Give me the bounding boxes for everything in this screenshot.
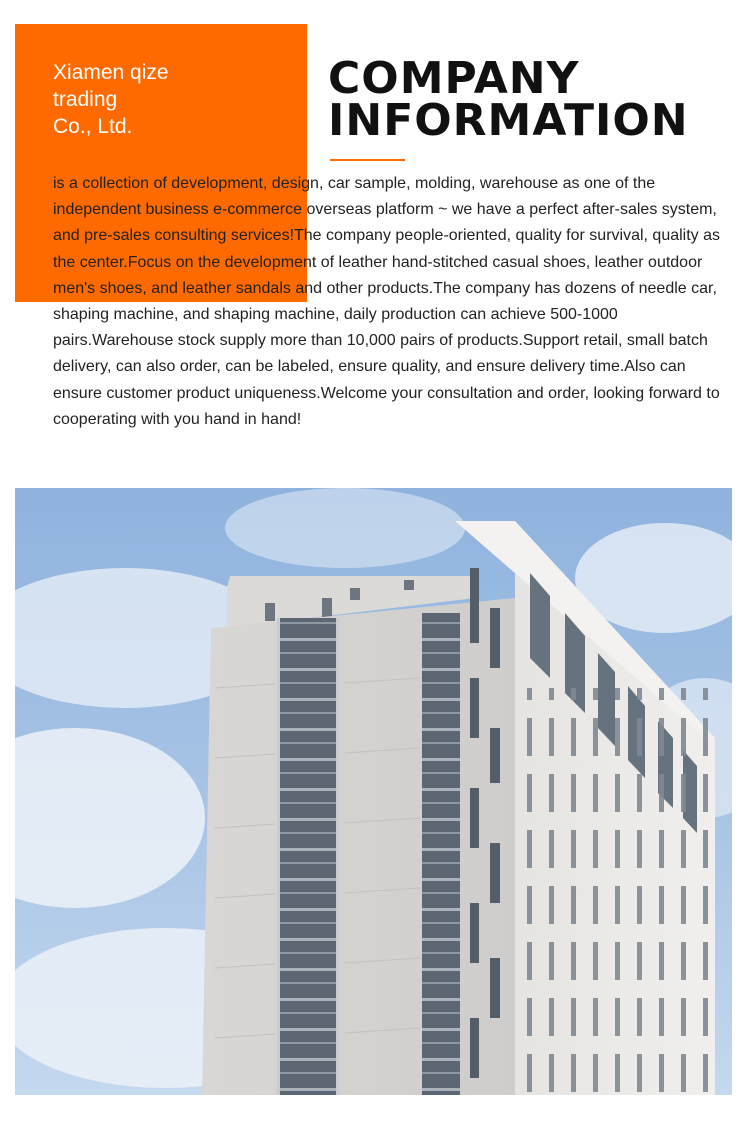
company-name: Xiamen qize trading Co., Ltd. bbox=[53, 61, 169, 138]
company-description: is a collection of development, design, car sample, molding, warehouse as one of the independent business e-commerce overseas platform ~ we have a perfect after-sales system, and pre-sales consulting services!The company people-oriented, quality for survival, quality as the center.Focus on the development of leather hand-stitched casual shoes, leather outdoor men's shoes, and leather sandals and other products.The company has dozens of needle car, shaping machine, and shaping machine, daily production can achieve 500-1000 pairs.Warehouse stock supply more than 10,000 pairs of products.Support retail, small batch delivery, can also order, can be labeled, ensure quality, and ensure delivery time.Also can ensure customer product uniqueness.Welcome your consultation and order, looking forward to cooperating with you hand in hand! bbox=[53, 175, 721, 428]
page-title: COMPANY INFORMATION bbox=[328, 53, 689, 146]
title-underline bbox=[330, 159, 405, 161]
building-photo bbox=[15, 488, 732, 1095]
